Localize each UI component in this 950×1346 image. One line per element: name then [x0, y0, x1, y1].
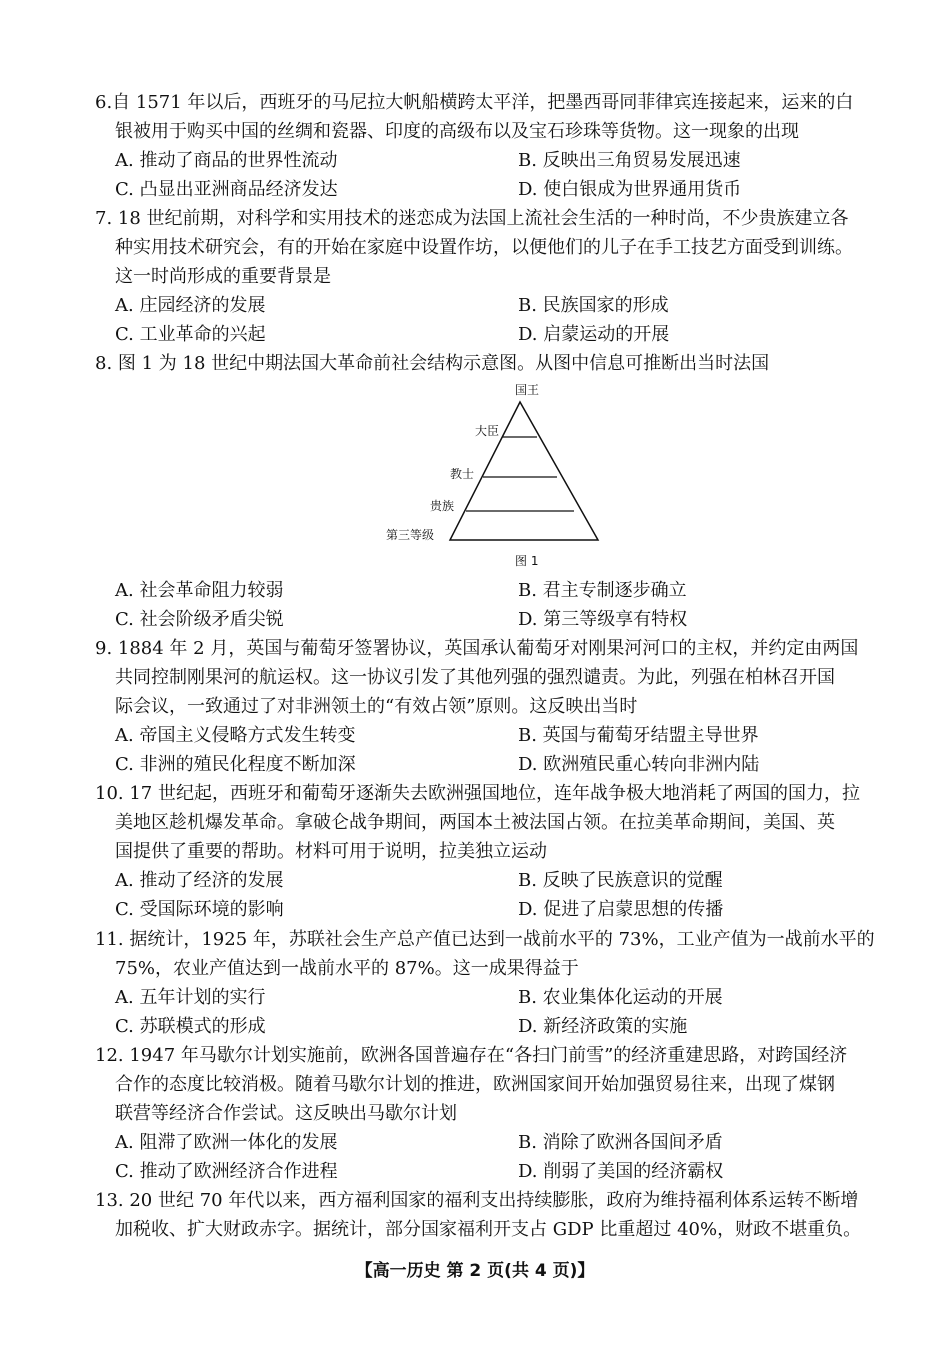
question-10-line-3: 国提供了重要的帮助。材料可用于说明，拉美独立运动 [115, 841, 547, 862]
option-b: B. 民族国家的形成 [518, 295, 669, 316]
option-d: D. 第三等级享有特权 [518, 609, 688, 630]
question-9-options [95, 721, 885, 779]
question-10-line-1: 10. 17 世纪起，西班牙和葡萄牙逐渐失去欧洲强国地位，连年战争极大地消耗了两国的国力，拉 [95, 783, 860, 804]
figure-caption: 图 1 [515, 554, 539, 568]
question-9-line-2: 共同控制刚果河的航运权。这一协议引发了其他列强的强烈谴责。为此，列强在柏林召开国 [115, 667, 835, 688]
question-8-line-1: 8. 图 1 为 18 世纪中期法国大革命前社会结构示意图。从图中信息可推断出当时法国 [95, 353, 770, 374]
question-8-options-block [95, 576, 885, 634]
option-c: C. 推动了欧洲经济合作进程 [115, 1161, 338, 1182]
option-a: A. 推动了经济的发展 [115, 870, 284, 891]
question-12-line-3: 联营等经济合作尝试。这反映出马歇尔计划 [115, 1103, 457, 1124]
question-7-line-3: 这一时尚形成的重要背景是 [115, 266, 331, 287]
option-a: A. 阻滞了欧洲一体化的发展 [115, 1132, 338, 1153]
question-7-line-2: 种实用技术研究会，有的开始在家庭中设置作坊，以便他们的儿子在手工技艺方面受到训练。 [115, 237, 853, 258]
question-12 [95, 1041, 885, 1186]
question-7-line-1: 7. 18 世纪前期，对科学和实用技术的迷恋成为法国上流社会生活的一种时尚，不少贵族建立各 [95, 208, 849, 229]
question-13-line-1: 13. 20 世纪 70 年代以来，西方福利国家的福利支出持续膨胀，政府为维持福利体系运转不断增 [95, 1190, 859, 1211]
option-c: C. 工业革命的兴起 [115, 324, 266, 345]
question-11-options [95, 983, 885, 1041]
question-7-options [95, 291, 885, 349]
question-6-line-2: 银被用于购买中国的丝绸和瓷器、印度的高级布以及宝石珍珠等货物。这一现象的出现 [115, 121, 799, 142]
option-d: D. 欧洲殖民重心转向非洲内陆 [518, 754, 760, 775]
option-a: A. 五年计划的实行 [115, 987, 266, 1008]
social-structure-figure [370, 380, 610, 575]
question-13-line-2: 加税收、扩大财政赤字。据统计，部分国家福利开支占 GDP 比重超过 40%，财政不堪重负。 [115, 1219, 862, 1240]
option-b: B. 消除了欧洲各国间矛盾 [518, 1132, 723, 1153]
question-10-line-2: 美地区趁机爆发革命。拿破仑战争期间，两国本土被法国占领。在拉美革命期间，美国、英 [115, 812, 835, 833]
option-c: C. 苏联模式的形成 [115, 1016, 266, 1037]
option-a: A. 庄园经济的发展 [115, 295, 266, 316]
option-a: A. 帝国主义侵略方式发生转变 [115, 725, 356, 746]
question-8 [95, 349, 885, 378]
question-6-line-1: 6.自 1571 年以后，西班牙的马尼拉大帆船横跨太平洋，把墨西哥同菲律宾连接起来，运来的白 [95, 92, 854, 113]
option-a: A. 推动了商品的世界性流动 [115, 150, 338, 171]
question-6-options [95, 146, 885, 204]
option-b: B. 反映了民族意识的觉醒 [518, 870, 723, 891]
question-11-line-2: 75%，农业产值达到一战前水平的 87%。这一成果得益于 [115, 958, 579, 979]
question-10-options [95, 866, 885, 924]
pyramid-diagram [370, 380, 610, 575]
option-c: C. 社会阶级矛盾尖锐 [115, 609, 284, 630]
option-d: D. 使白银成为世界通用货币 [518, 179, 742, 200]
option-d: D. 新经济政策的实施 [518, 1016, 688, 1037]
option-b: B. 君主专制逐步确立 [518, 580, 687, 601]
question-9 [95, 634, 885, 779]
question-7 [95, 204, 885, 349]
option-b: B. 农业集体化运动的开展 [518, 987, 723, 1008]
question-13 [95, 1186, 885, 1244]
page-footer: 【高一历史 第 2 页(共 4 页)】 [355, 1261, 595, 1281]
question-8-options [95, 576, 885, 634]
option-d: D. 削弱了美国的经济霸权 [518, 1161, 724, 1182]
option-c: C. 凸显出亚洲商品经济发达 [115, 179, 338, 200]
option-c: C. 受国际环境的影响 [115, 899, 284, 920]
label-clergy: 教士 [450, 467, 475, 481]
question-12-line-2: 合作的态度比较消极。随着马歇尔计划的推进，欧洲国家间开始加强贸易往来，出现了煤钢 [115, 1074, 835, 1095]
label-nobility: 贵族 [430, 499, 455, 513]
option-c: C. 非洲的殖民化程度不断加深 [115, 754, 356, 775]
question-6 [95, 88, 885, 204]
label-ministers: 大臣 [475, 424, 500, 438]
question-9-line-1: 9. 1884 年 2 月，英国与葡萄牙签署协议，英国承认葡萄牙对刚果河河口的主权，并约定由两国 [95, 638, 859, 659]
option-b: B. 反映出三角贸易发展迅速 [518, 150, 741, 171]
question-12-line-1: 12. 1947 年马歇尔计划实施前，欧洲各国普遍存在“各扫门前雪”的经济重建思路，对跨国经济 [95, 1045, 848, 1066]
question-11-line-1: 11. 据统计，1925 年，苏联社会生产总产值已达到一战前水平的 73%，工业产值为一战前水平的 [95, 929, 875, 950]
question-10 [95, 779, 885, 924]
label-king: 国王 [515, 383, 540, 397]
option-b: B. 英国与葡萄牙结盟主导世界 [518, 725, 759, 746]
question-11 [95, 925, 885, 1041]
label-third-estate: 第三等级 [386, 528, 435, 542]
option-a: A. 社会革命阻力较弱 [115, 580, 284, 601]
question-12-options [95, 1128, 885, 1186]
option-d: D. 启蒙运动的开展 [518, 324, 670, 345]
option-d: D. 促进了启蒙思想的传播 [518, 899, 724, 920]
question-9-line-3: 际会议，一致通过了对非洲领土的“有效占领”原则。这反映出当时 [115, 696, 638, 717]
